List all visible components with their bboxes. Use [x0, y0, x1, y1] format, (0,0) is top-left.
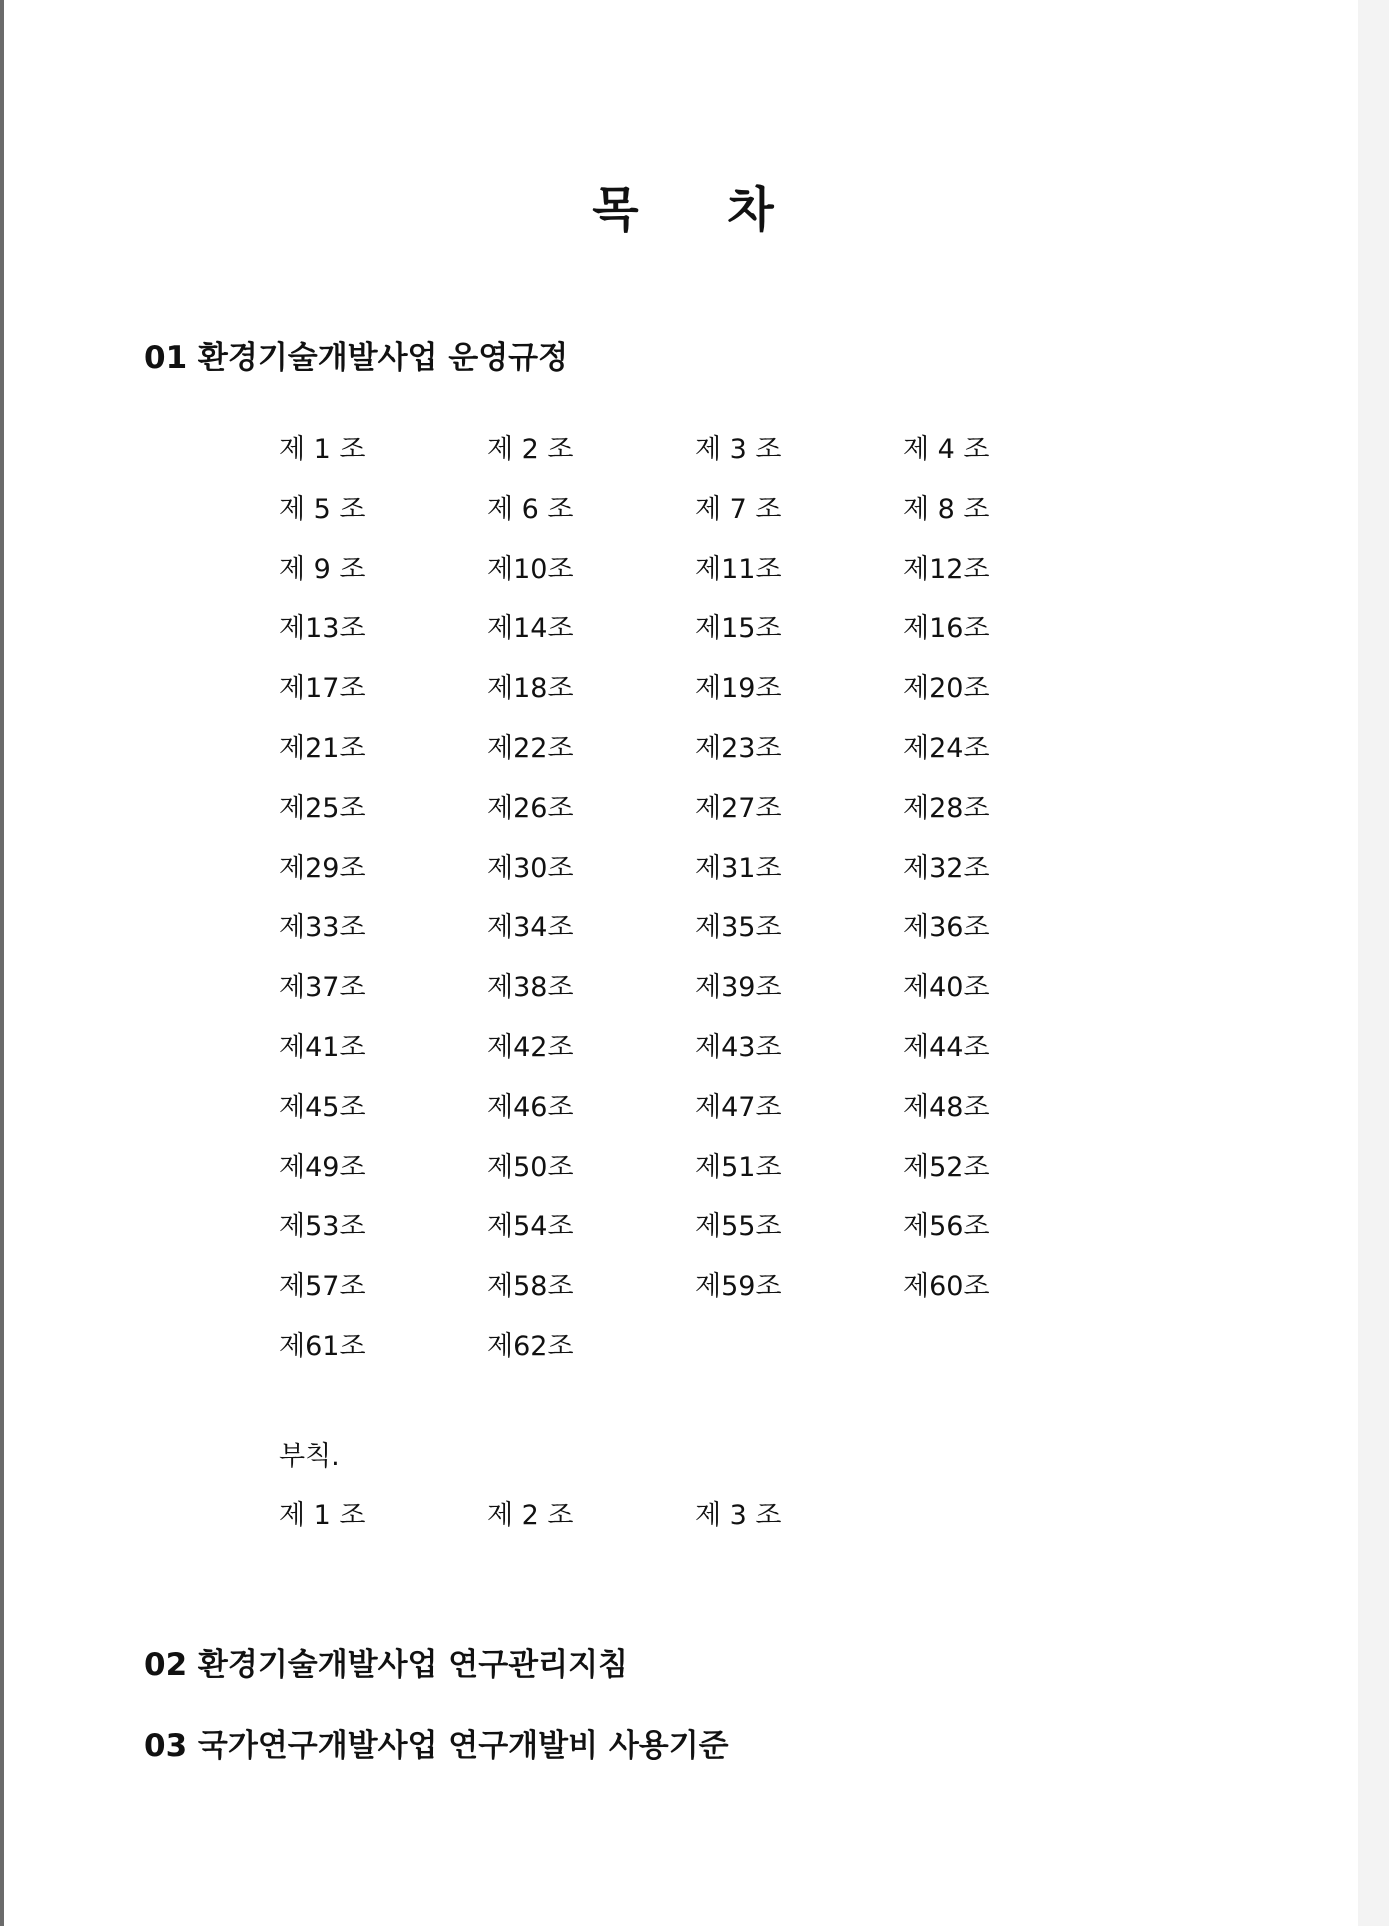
article-item[interactable]: 제18조	[487, 673, 574, 705]
article-item[interactable]: 제33조	[279, 912, 366, 944]
article-item[interactable]: 제11조	[695, 553, 782, 585]
article-item[interactable]: 제19조	[695, 673, 782, 705]
article-item[interactable]: 제55조	[695, 1211, 782, 1243]
article-item[interactable]: 제25조	[279, 792, 366, 824]
article-item[interactable]: 제58조	[487, 1271, 574, 1303]
article-item[interactable]: 제56조	[903, 1211, 990, 1243]
article-item[interactable]: 제27조	[695, 792, 782, 824]
addenda-article-item[interactable]: 제 3 조	[695, 1500, 782, 1531]
article-item[interactable]: 제 4 조	[903, 434, 990, 465]
article-item[interactable]: 제57조	[279, 1271, 366, 1303]
article-item[interactable]: 제 6 조	[487, 493, 574, 525]
article-item[interactable]: 제61조	[279, 1330, 366, 1362]
article-item[interactable]: 제45조	[279, 1091, 366, 1123]
section-heading-01[interactable]: 01 환경기술개발사업 운영규정	[144, 340, 569, 376]
article-item[interactable]: 제42조	[487, 1031, 574, 1063]
article-item[interactable]: 제37조	[279, 972, 366, 1004]
article-item[interactable]: 제29조	[279, 852, 366, 884]
article-item[interactable]: 제36조	[903, 912, 990, 944]
article-item[interactable]: 제 2 조	[487, 434, 574, 465]
article-item[interactable]: 제 8 조	[903, 493, 990, 525]
article-item[interactable]: 제32조	[903, 852, 990, 884]
addenda-article-item[interactable]: 제 2 조	[487, 1500, 574, 1531]
article-item[interactable]: 제44조	[903, 1031, 990, 1063]
addenda-label: 부칙.	[279, 1441, 340, 1472]
article-item[interactable]: 제20조	[903, 673, 990, 705]
article-item[interactable]: 제50조	[487, 1151, 574, 1183]
article-item[interactable]: 제21조	[279, 732, 366, 764]
article-item[interactable]: 제41조	[279, 1031, 366, 1063]
article-item[interactable]: 제52조	[903, 1151, 990, 1183]
addenda-article-list	[279, 1494, 903, 1538]
article-item[interactable]: 제10조	[487, 553, 574, 585]
article-item[interactable]: 제 7 조	[695, 493, 782, 525]
article-item[interactable]: 제 9 조	[279, 553, 366, 585]
article-item[interactable]: 제17조	[279, 673, 366, 705]
article-item[interactable]: 제35조	[695, 912, 782, 944]
article-item[interactable]: 제53조	[279, 1211, 366, 1243]
article-item[interactable]: 제59조	[695, 1271, 782, 1303]
article-item[interactable]: 제62조	[487, 1330, 574, 1362]
article-item[interactable]: 제26조	[487, 792, 574, 824]
article-item[interactable]: 제46조	[487, 1091, 574, 1123]
article-item[interactable]: 제15조	[695, 613, 782, 645]
article-item[interactable]: 제30조	[487, 852, 574, 884]
article-item[interactable]: 제13조	[279, 613, 366, 645]
article-item[interactable]: 제47조	[695, 1091, 782, 1123]
addenda-article-item[interactable]: 제 1 조	[279, 1500, 366, 1531]
article-item[interactable]: 제22조	[487, 732, 574, 764]
article-item[interactable]: 제31조	[695, 852, 782, 884]
article-item[interactable]: 제28조	[903, 792, 990, 824]
article-item[interactable]: 제39조	[695, 972, 782, 1004]
section-heading-03[interactable]: 03 국가연구개발사업 연구개발비 사용기준	[144, 1728, 729, 1764]
article-item[interactable]: 제60조	[903, 1271, 990, 1303]
article-item[interactable]: 제34조	[487, 912, 574, 944]
article-list	[279, 428, 1111, 1385]
article-item[interactable]: 제54조	[487, 1211, 574, 1243]
article-item[interactable]: 제49조	[279, 1151, 366, 1183]
article-item[interactable]: 제43조	[695, 1031, 782, 1063]
article-item[interactable]: 제 5 조	[279, 493, 366, 525]
article-item[interactable]: 제51조	[695, 1151, 782, 1183]
article-item[interactable]: 제24조	[903, 732, 990, 764]
article-item[interactable]: 제16조	[903, 613, 990, 645]
section-heading-02[interactable]: 02 환경기술개발사업 연구관리지침	[144, 1647, 628, 1683]
article-item[interactable]: 제38조	[487, 972, 574, 1004]
article-item[interactable]: 제12조	[903, 553, 990, 585]
page-title: 목 차	[592, 182, 810, 238]
article-item[interactable]: 제14조	[487, 613, 574, 645]
article-item[interactable]: 제 1 조	[279, 434, 366, 465]
article-item[interactable]: 제40조	[903, 972, 990, 1004]
article-item[interactable]: 제48조	[903, 1091, 990, 1123]
article-item[interactable]: 제 3 조	[695, 434, 782, 465]
article-item[interactable]: 제23조	[695, 732, 782, 764]
